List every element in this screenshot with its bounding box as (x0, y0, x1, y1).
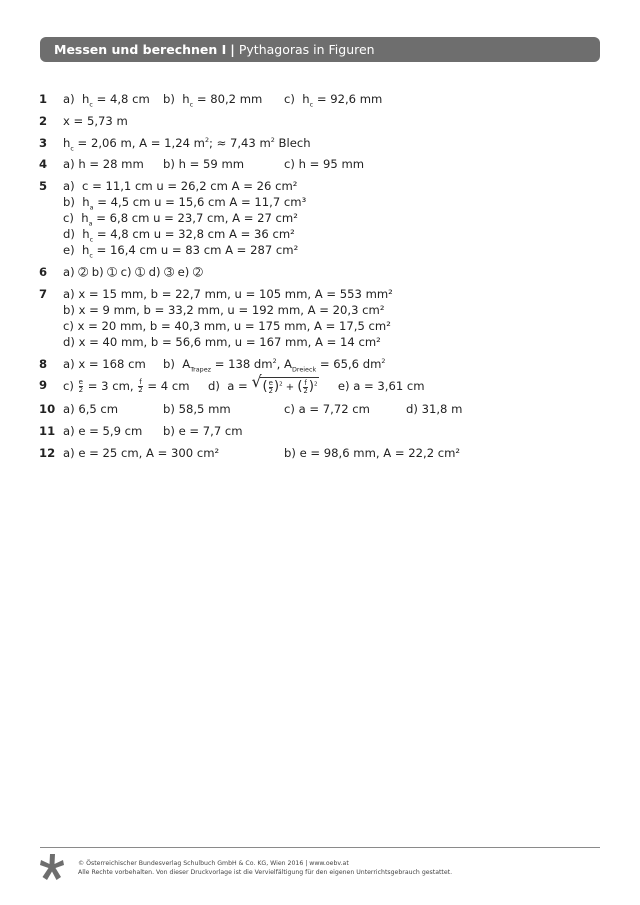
answer-8a: a) x = 168 cm (63, 356, 146, 371)
answer-number: 5 (39, 179, 48, 194)
answer-10c: c) a = 7,72 cm (284, 402, 370, 417)
answer-number: 10 (39, 402, 56, 417)
answer-1c: c) $h_c = 92,6$ mm (284, 92, 383, 109)
answer-9c: c) $\frac{e}{2}$ = 3 cm, $\frac{f}{2}$ = 4 cm (63, 378, 190, 395)
answer-9d: d) a = √ ( $\frac{e}{2}$ )$^2$ + ( $\frac{f}{2}$ )$^2$ (207, 372, 318, 395)
answer-5b: b) $h_a = 4,5$ cm u = 15,6 cm A = 11,7 cm³ (63, 195, 307, 212)
answer-10a: a) 6,5 cm (63, 402, 119, 417)
fraction: $\frac{f}{2}$ (138, 378, 143, 395)
answer-5e: e) $h_c = 16,4$ cm u = 83 cm A = 287 cm² (63, 243, 299, 260)
answer-7d: d) x = 40 mm, b = 56,6 mm, u = 167 mm, A = 14 cm² (63, 334, 381, 349)
answer-5 (39, 178, 599, 258)
answer-12 (39, 445, 599, 461)
answer-number: 1 (39, 92, 48, 106)
answer-number: 9 (39, 378, 48, 393)
answer-1a: a) $h_c = 4,8$ cm (63, 92, 150, 109)
header-title: Messen und berechnen I (54, 42, 227, 57)
answer-11b: b) e = 7,7 cm (163, 423, 243, 438)
answer-7 (39, 286, 599, 350)
answer-number: 4 (39, 157, 48, 172)
answer-9e: e) a = 3,61 cm (337, 379, 425, 394)
footer-divider (40, 847, 600, 848)
footer-text (78, 859, 452, 877)
rights-line: Alle Rechte vorbehalten. Von dieser Druckvorlage ist die Vervielfältigung für den eigenen Unterrichtsgebrauch gestattet. (78, 869, 453, 876)
answer-2 (39, 113, 599, 129)
answer-3 (39, 135, 599, 151)
answer-number: 7 (39, 286, 48, 301)
answer-number: 8 (39, 356, 48, 371)
answer-11a: a) e = 5,9 cm (63, 423, 143, 438)
fraction: $\frac{e}{2}$ (78, 378, 84, 395)
answer-number: 12 (39, 445, 56, 460)
answer-10b: b) 58,5 mm (163, 402, 231, 417)
answer-7b: b) x = 9 mm, b = 33,2 mm, u = 192 mm, A = 20,3 cm² (63, 302, 385, 317)
answer-number: 2 (39, 113, 48, 128)
answer-7c: c) x = 20 mm, b = 40,3 mm, u = 175 mm, A = 17,5 cm² (63, 318, 391, 333)
answer-5a: a) c = 11,1 cm u = 26,2 cm A = 26 cm² (63, 179, 298, 194)
answer-11 (39, 423, 599, 439)
answer-4c: c) h = 95 mm (284, 157, 365, 172)
answer-4 (39, 156, 599, 172)
answer-1 (39, 91, 599, 107)
publisher-logo-icon (40, 853, 64, 881)
header-separator: | (230, 42, 235, 57)
answer-9 (39, 372, 599, 395)
answer-5c: c) $h_a = 6,8$ cm u = 23,7 cm, A = 27 cm² (63, 211, 298, 228)
answer-12b: b) e = 98,6 mm, A = 22,2 cm² (284, 445, 461, 460)
answer-8b: b) $A_{Trapez} = 138$ $dm^2$, $A_{Dreieck} = 65,6$ $dm^2$ (163, 356, 386, 373)
answer-5d: d) $h_c = 4,8$ cm u = 32,8 cm A = 36 cm² (63, 227, 295, 244)
answer-2-text: x = 5,73 m (63, 113, 128, 128)
answer-6-text: a) ➁ b) ➀ c) ➀ d) ➂ e) ➁ (63, 264, 203, 279)
copyright-line: © Österreichischer Bundesverlag Schulbuch GmbH & Co. KG, Wien 2016 | www.oebv.at (78, 860, 349, 867)
answer-4b: b) h = 59 mm (163, 157, 245, 172)
answer-1b: b) $h_c = 80,2$ mm (163, 92, 263, 109)
square-root: √ ( $\frac{e}{2}$ )$^2$ + ( $\frac{f}{2}$ )$^2$ (251, 372, 318, 395)
header-subtitle: Pythagoras in Figuren (238, 42, 375, 57)
answer-10d: d) 31,8 m (406, 402, 463, 417)
answer-3-text: $h_c = 2,06$ m, A = 1,24 $m^2$; ≈ 7,43 $m^2$ Blech (63, 135, 311, 152)
page-header (40, 37, 600, 62)
answer-12a: a) e = 25 cm, A = 300 cm² (63, 445, 220, 460)
answer-number: 6 (39, 264, 48, 279)
answer-7a: a) x = 15 mm, b = 22,7 mm, u = 105 mm, A = 553 mm² (63, 286, 393, 301)
answer-number: 3 (39, 135, 48, 150)
answer-list (39, 91, 599, 467)
answer-8 (39, 356, 599, 372)
answer-4a: a) h = 28 mm (63, 157, 144, 172)
answer-10 (39, 401, 599, 417)
answer-number: 11 (39, 423, 56, 438)
answer-6 (39, 264, 599, 280)
